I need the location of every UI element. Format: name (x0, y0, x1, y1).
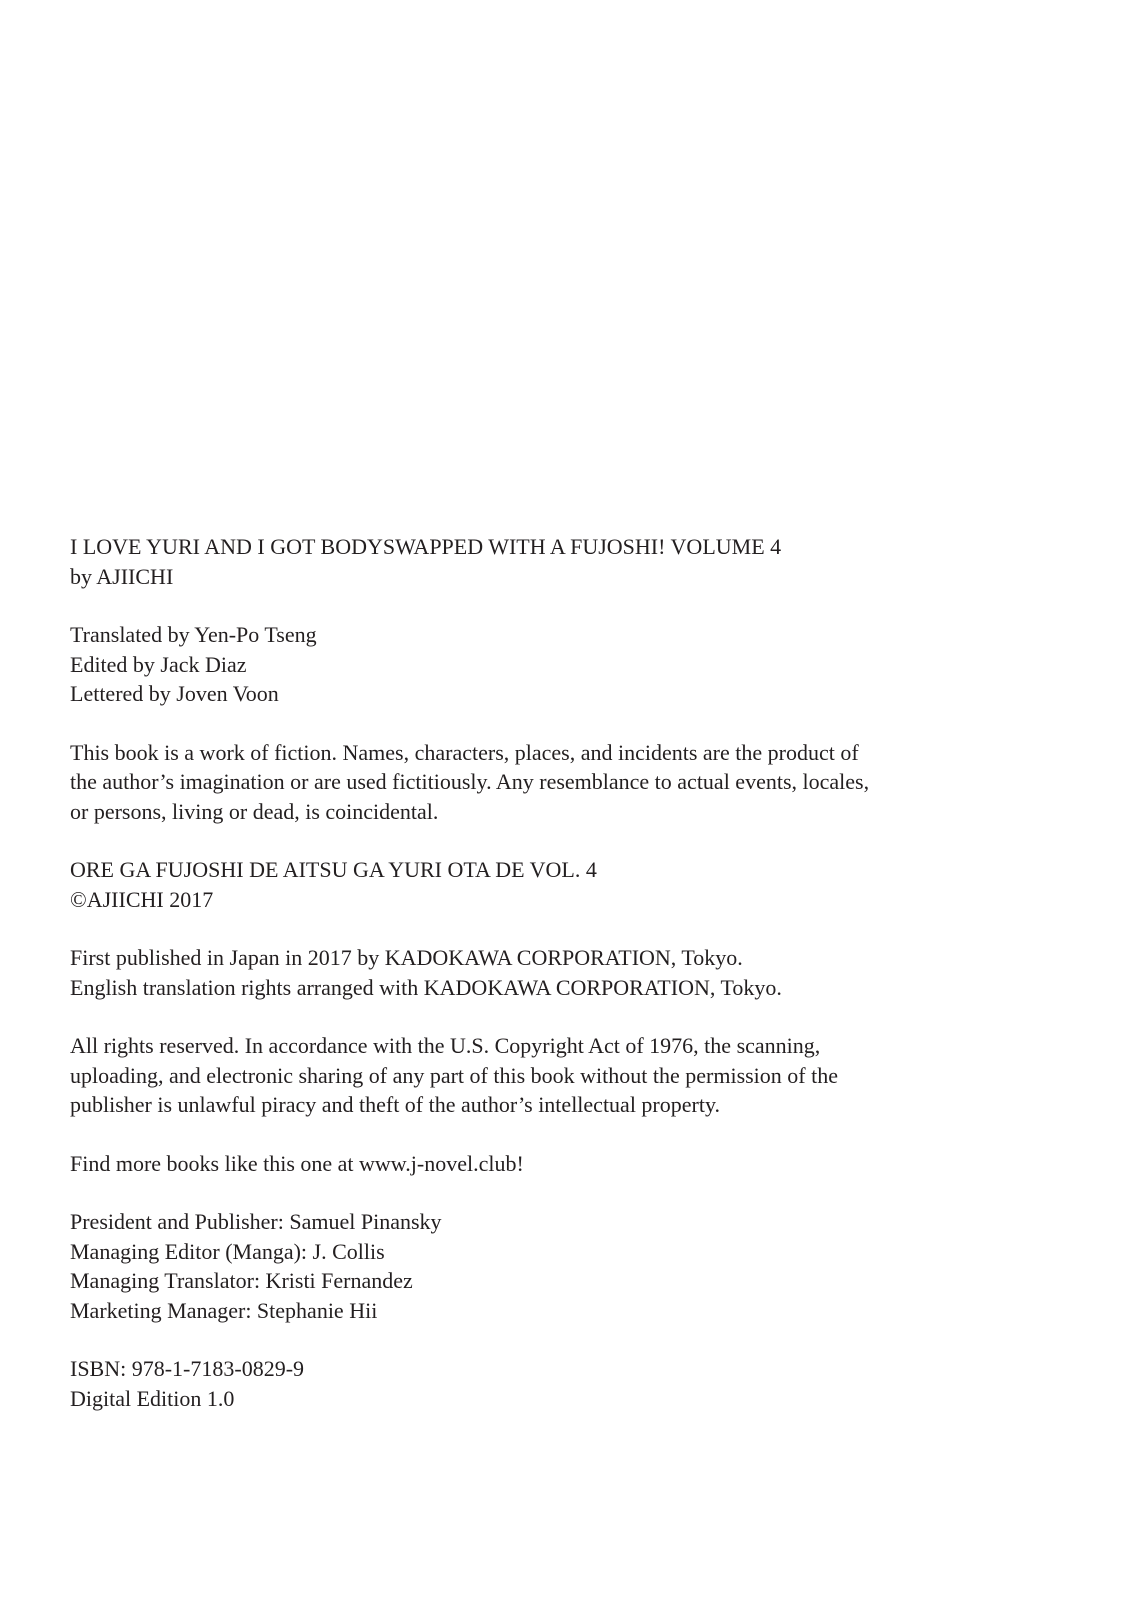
managing-editor-credit: Managing Editor (Manga): J. Collis (70, 1238, 385, 1264)
edition-line: Digital Edition 1.0 (70, 1385, 235, 1411)
promo-line: Find more books like this one at www.j-novel.club! (70, 1150, 524, 1176)
book-title: I LOVE YURI AND I GOT BODYSWAPPED WITH A FUJOSHI! VOLUME 4 (70, 534, 782, 559)
letterer-credit: Lettered by Joven Voon (70, 681, 279, 706)
disclaimer-line: This book is a work of fiction. Names, characters, places, and incidents are the product of (70, 739, 859, 765)
rights-line: uploading, and electronic sharing of any part of this book without the permission of the (70, 1062, 839, 1088)
publication-info (70, 943, 1070, 1002)
management-credits (70, 1207, 1070, 1325)
isbn-line: ISBN: 978-1-7183-0829-9 (70, 1356, 305, 1381)
colophon-text (70, 532, 1070, 1413)
rights-statement (70, 1031, 1070, 1120)
staff-credits (70, 620, 1070, 709)
promo-block (70, 1149, 1070, 1179)
president-credit: President and Publisher: Samuel Pinansky (70, 1209, 442, 1234)
author-line: by AJIICHI (70, 563, 174, 589)
rights-line: All rights reserved. In accordance with the U.S. Copyright Act of 1976, the scanning, (70, 1033, 821, 1058)
marketing-manager-credit: Marketing Manager: Stephanie Hii (70, 1297, 378, 1323)
fiction-disclaimer (70, 738, 1070, 827)
editor-credit: Edited by Jack Diaz (70, 651, 247, 677)
translator-credit: Translated by Yen-Po Tseng (70, 622, 317, 647)
disclaimer-line: the author’s imagination or are used fictitiously. Any resemblance to actual events, locales, (70, 769, 870, 794)
first-published-line: First published in Japan in 2017 by KADOKAWA CORPORATION, Tokyo. (70, 945, 743, 970)
managing-translator-credit: Managing Translator: Kristi Fernandez (70, 1268, 413, 1293)
original-title: ORE GA FUJOSHI DE AITSU GA YURI OTA DE VOL. 4 (70, 857, 597, 882)
edition-info (70, 1354, 1070, 1413)
book-credits (70, 532, 1070, 591)
copyright-notice: ©AJIICHI 2017 (70, 886, 214, 912)
disclaimer-line: or persons, living or dead, is coincidental. (70, 798, 439, 824)
rights-line: publisher is unlawful piracy and theft of the author’s intellectual property. (70, 1092, 721, 1117)
translation-rights-line: English translation rights arranged with KADOKAWA CORPORATION, Tokyo. (70, 974, 782, 1000)
original-title-block (70, 855, 1070, 914)
